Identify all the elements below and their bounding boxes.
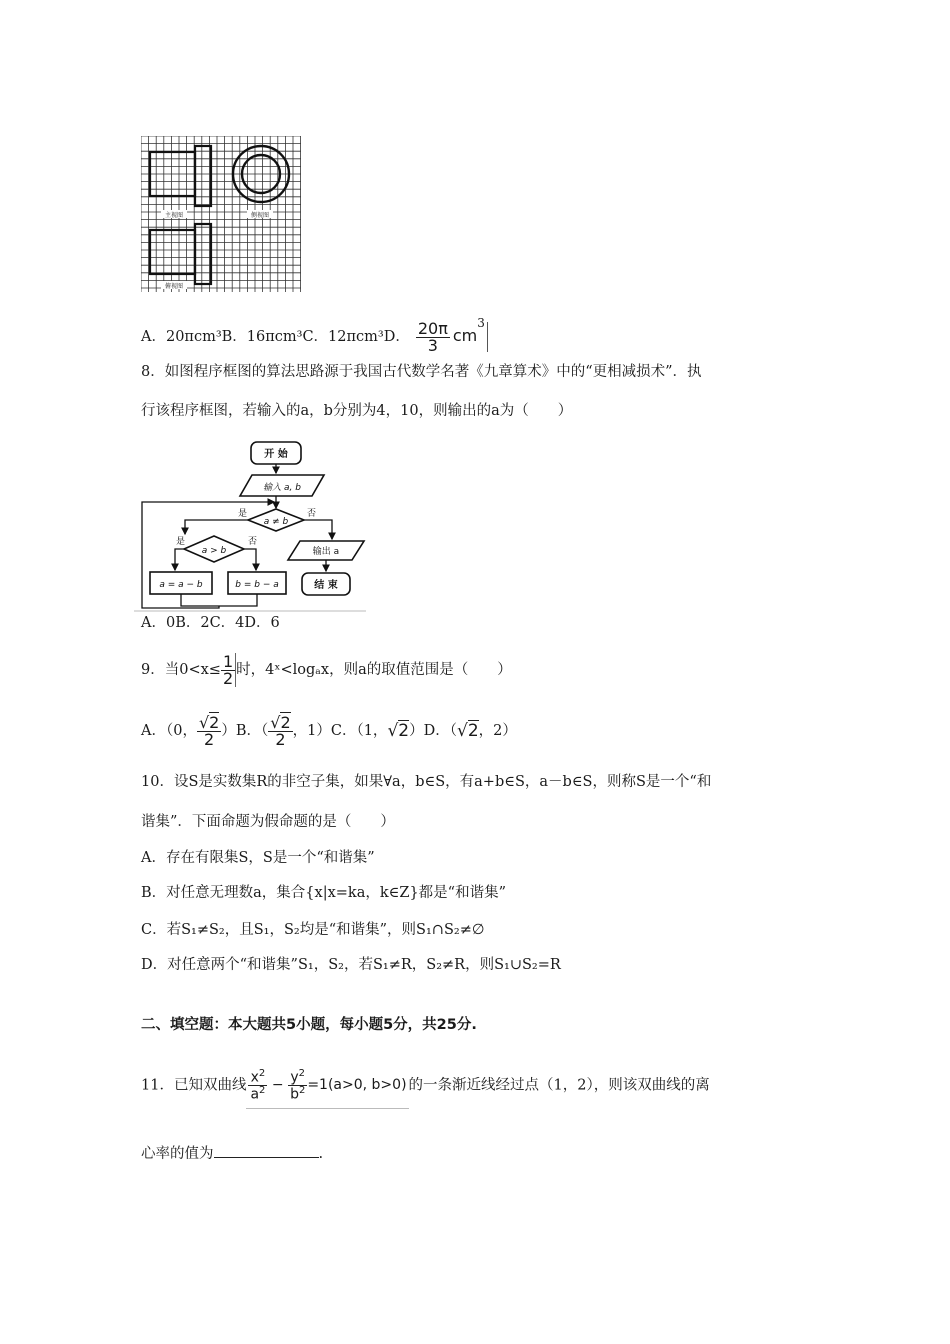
three-view-figure	[141, 136, 301, 292]
q10-line1: 10．设S是实数集R的非空子集，如果∀a，b∈S，有a+b∈S，a－b∈S，则称S是一个“和	[141, 774, 712, 790]
q9-opt-a-pre: A．（0，	[141, 723, 197, 739]
q7-option-d-den: 3	[416, 337, 450, 354]
front-view-label: 主视图	[164, 212, 184, 219]
top-view-label: 俯视图	[164, 283, 184, 290]
flow-no1-text: 否	[307, 509, 317, 519]
flow-cond1-text: a ≠ b	[263, 517, 289, 527]
top-view-square	[150, 230, 195, 274]
minus-sign: −	[271, 1077, 289, 1093]
q11-equation	[246, 1062, 408, 1109]
q11-y-fraction: $\frac{y^2}{b^2}$	[290, 1067, 306, 1103]
q10-opt-a: A．存在有限集S，S是一个“和谐集”	[141, 850, 375, 866]
radical-icon: √	[387, 721, 399, 741]
q10-opt-b: B．对任意无理数a，集合{x|x=ka，k∈Z}都是“和谐集”	[141, 885, 506, 901]
q7-options	[141, 305, 488, 355]
q9-opt-b-frac: $\frac{√2}{2}$	[270, 712, 291, 749]
flow-cond2-text: a > b	[201, 546, 227, 556]
q9-opt-d-sqrt: √2	[457, 721, 479, 741]
flow-end-text: 结 束	[314, 580, 338, 591]
q9-frac-den: 2	[222, 668, 234, 688]
flow-start-text: 开 始	[264, 449, 288, 460]
radical-icon: √	[270, 712, 281, 732]
radical-icon: √	[457, 721, 468, 741]
flowchart-svg	[134, 436, 366, 612]
q8-line2: 行该程序框图，若输入的a，b分别为4，10，则输出的a为（ ）	[141, 403, 573, 419]
q7-option-d-exp: 3	[477, 316, 485, 330]
flow-op2-text: b = b − a	[235, 580, 279, 590]
flow-input-text: 输入 a, b	[263, 483, 301, 493]
q9-fraction	[221, 651, 235, 688]
q11-line2	[141, 1143, 323, 1164]
q8-options: A．0B．2C．4D．6	[141, 615, 280, 631]
flow-output-text: 输出 a	[312, 547, 340, 557]
q7-option-d-fraction	[416, 318, 450, 355]
q10-opt-c: C．若S₁≠S₂，且S₁，S₂均是“和谐集”，则S₁∩S₂≠∅	[141, 922, 485, 938]
flow-yes2-text: 是	[176, 537, 186, 547]
top-view-strip	[195, 224, 211, 284]
q9-opt-d-post: ，2）	[478, 723, 517, 739]
q9-opt-a-frac: $\frac{√2}{2}$	[198, 712, 220, 749]
q9-opt-c-post: ）D．（	[409, 723, 457, 739]
q9-post: 时，4ˣ<logₐx，则a的取值范围是（ ）	[236, 662, 512, 678]
q11-post: 的一条渐近线经过点（1，2），则该双曲线的离	[408, 1077, 710, 1094]
three-view-svg	[141, 136, 301, 292]
section-heading: 二、填空题：本大题共5小题，每小题5分，共25分.	[141, 1017, 477, 1033]
q10-line2: 谐集”．下面命题为假命题的是（ ）	[141, 814, 395, 830]
flow-no2-text: 否	[248, 537, 258, 547]
q10-opt-d: D．对任意两个“和谐集”S₁，S₂，若S₁≠R，S₂≠R，则S₁∪S₂=R	[141, 957, 561, 973]
radical-icon: √	[198, 712, 210, 732]
q9-opt-b-post: ，1）C．（1，	[292, 723, 388, 739]
q7-option-d-unit: cm	[452, 326, 478, 345]
q9-options	[141, 708, 517, 754]
q8-line1: 8．如图程序框图的算法思路源于我国古代数学名著《九章算术》中的“更相减损术”．执	[141, 364, 702, 380]
q11-line1	[141, 1062, 710, 1108]
q9-opt-c-sqrt: √2	[387, 721, 410, 741]
flow-op1-text: a = a − b	[159, 580, 203, 590]
side-view-label: 侧视图	[250, 212, 270, 219]
q9-opt-a-post: ）B．（	[221, 723, 269, 739]
q9-frac-num: 1	[222, 651, 234, 671]
q9-question	[141, 648, 512, 692]
q11-end: .	[318, 1146, 324, 1162]
flow-yes1-text: 是	[238, 509, 248, 519]
q7-cursor-bar	[487, 322, 488, 352]
flowchart-figure	[134, 436, 366, 612]
q9-pre: 9．当0<x≤	[141, 662, 221, 678]
q11-eq-text: =1(a>0, b>0)	[307, 1077, 407, 1093]
q11-line2-text: 心率的值为	[141, 1146, 214, 1162]
q11-pre: 11．已知双曲线	[141, 1077, 247, 1094]
q11-x-fraction: $\frac{x^2}{a^2}$	[250, 1067, 266, 1103]
q7-option-d-num: 20π	[417, 318, 448, 338]
q7-options-text: A．20πcm³B．16πcm³C．12πcm³D．	[141, 329, 410, 345]
answer-blank[interactable]	[214, 1143, 319, 1158]
